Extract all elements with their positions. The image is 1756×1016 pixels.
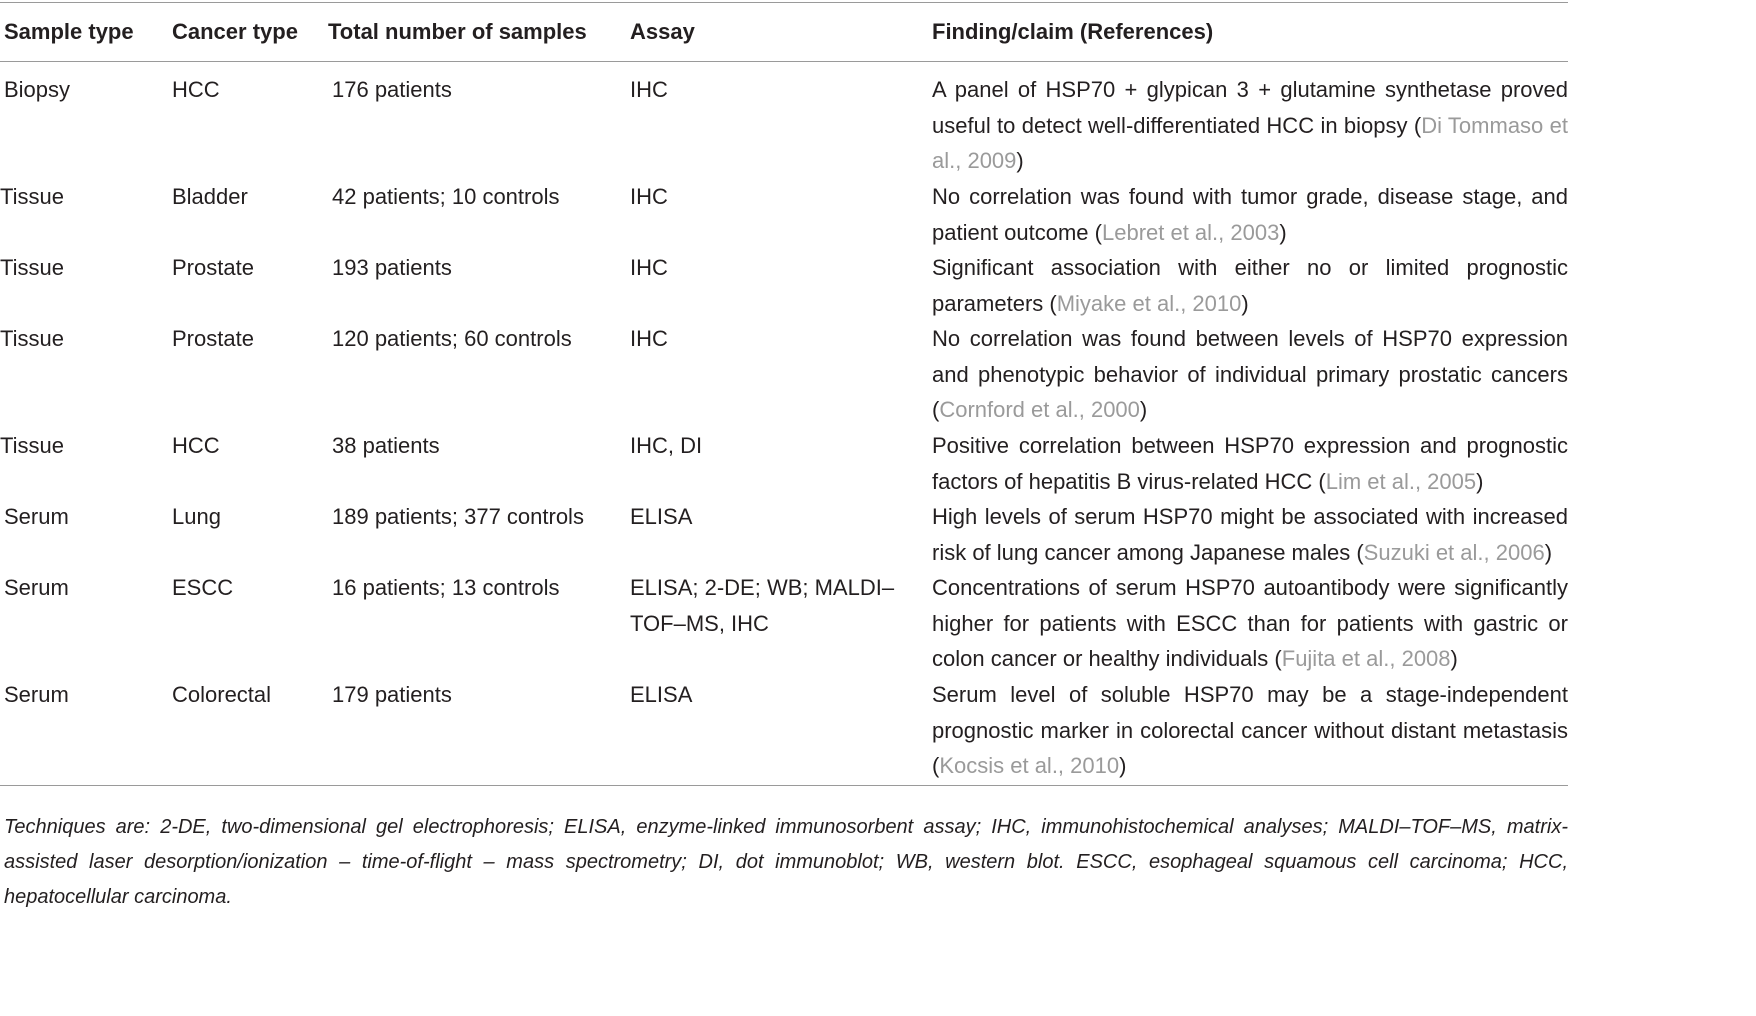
- cell-cancer-type: Colorectal: [172, 682, 272, 707]
- cell-assay: ELISA; 2-DE; WB; MALDI–TOF–MS, IHC: [630, 575, 895, 636]
- cell-assay: ELISA: [630, 682, 693, 707]
- reference-link[interactable]: Lebret et al., 2003: [1101, 219, 1280, 245]
- finding-close: ): [1476, 468, 1484, 494]
- header-cancer-type: Cancer type: [172, 19, 298, 44]
- cell-assay: ELISA: [630, 504, 693, 529]
- finding-close: ): [1241, 290, 1249, 316]
- cell-assay: IHC: [630, 255, 668, 280]
- cell-assay: IHC: [630, 326, 668, 351]
- table-bottom-rule: [0, 785, 1568, 786]
- finding-text: Concentrations of serum HSP70 autoantibody were significantly higher for patients with ESCC than for patients with gastric or colon cancer or healthy individuals (: [932, 575, 1568, 671]
- cell-sample-type: Serum: [4, 575, 69, 600]
- finding-text: A panel of HSP70 + glypican 3 + glutamine synthetase proved useful to detect well-differentiated HCC in biopsy (: [932, 77, 1568, 138]
- table-row: [0, 240, 1568, 316]
- cell-cancer-type: Prostate: [172, 326, 254, 351]
- cell-cancer-type: Bladder: [172, 184, 248, 209]
- header-assay: Assay: [630, 19, 695, 44]
- reference-link[interactable]: Fujita et al., 2008: [1281, 646, 1451, 671]
- table-footnote: Techniques are: 2-DE, two-dimensional gel electrophoresis; ELISA, enzyme-linked immunosorbent assay; IHC, immunohistochemical analyses; MALDI–TOF–MS, matrix-assisted laser desorption/ionization – time-of-flight – mass spectrometry; DI, dot immunoblot; WB, western blot. ESCC, esophageal squamous cell carcinoma; HCC, hepatocellular carcinoma.: [4, 816, 1568, 908]
- header-total-samples: Total number of samples: [328, 19, 587, 44]
- cell-assay: IHC: [630, 77, 668, 102]
- cell-samples: 176 patients: [332, 77, 452, 102]
- finding-close: ): [1119, 753, 1127, 778]
- cell-samples: 16 patients; 13 controls: [332, 575, 560, 600]
- table-row: [0, 418, 1568, 494]
- cell-finding: [932, 570, 1568, 677]
- cell-samples: 189 patients; 377 controls: [332, 504, 584, 529]
- finding-close: ): [1279, 219, 1287, 245]
- header-sample-type: Sample type: [4, 19, 134, 44]
- cell-samples: 38 patients: [332, 433, 440, 458]
- cell-samples: 193 patients: [332, 255, 452, 280]
- reference-link[interactable]: Kocsis et al., 2010: [939, 753, 1120, 778]
- finding-close: ): [1544, 539, 1553, 565]
- table-row: [0, 667, 1568, 785]
- table-header-row: [0, 3, 1568, 61]
- cell-sample-type: Tissue: [0, 255, 64, 280]
- cell-assay: IHC, DI: [630, 433, 703, 458]
- cell-cancer-type: Prostate: [172, 255, 254, 280]
- cell-cancer-type: HCC: [172, 77, 220, 102]
- finding-text: Serum level of soluble HSP70 may be a stage-independent prognostic marker in colorectal cancer without distant metastasis (: [932, 682, 1568, 778]
- finding-text: Significant association with either no or limited prognostic parameters (: [932, 255, 1568, 316]
- cell-sample-type: Serum: [4, 504, 69, 529]
- finding-close: ): [1139, 397, 1148, 422]
- reference-link[interactable]: Di Tommaso et al., 2009: [932, 112, 1568, 173]
- table-row: [0, 311, 1568, 422]
- cell-sample-type: Tissue: [0, 326, 64, 351]
- reference-link[interactable]: Lim et al., 2005: [1325, 468, 1477, 494]
- cell-sample-type: Tissue: [0, 184, 64, 209]
- cell-sample-type: Tissue: [0, 433, 64, 458]
- cell-cancer-type: HCC: [172, 433, 220, 458]
- table-row: [0, 169, 1568, 245]
- cell-finding: [932, 72, 1568, 179]
- finding-text: No correlation was found between levels of HSP70 expression and phenotypic behavior of individual primary prostatic cancers (: [932, 326, 1568, 422]
- cell-samples: 179 patients: [332, 682, 452, 707]
- reference-link[interactable]: Suzuki et al., 2006: [1363, 539, 1545, 565]
- cell-cancer-type: ESCC: [172, 575, 234, 600]
- finding-text: No correlation was found with tumor grade, disease stage, and patient outcome (: [932, 184, 1568, 245]
- reference-link[interactable]: Cornford et al., 2000: [939, 397, 1140, 422]
- finding-close: ): [1450, 646, 1458, 671]
- reference-link[interactable]: Miyake et al., 2010: [1056, 290, 1242, 316]
- table-row: [0, 62, 1568, 173]
- cell-sample-type: Serum: [4, 682, 69, 707]
- cell-samples: 120 patients; 60 controls: [332, 326, 572, 351]
- cell-assay: IHC: [630, 184, 668, 209]
- header-finding: Finding/claim (References): [932, 19, 1214, 44]
- finding-text: Positive correlation between HSP70 expression and prognostic factors of hepatitis B virus-related HCC (: [932, 433, 1568, 494]
- table-row: [0, 489, 1568, 565]
- cell-sample-type: Biopsy: [4, 77, 71, 102]
- cell-finding: [932, 677, 1568, 784]
- finding-close: ): [1016, 148, 1024, 173]
- finding-text: High levels of serum HSP70 might be associated with increased risk of lung cancer among Japanese males (: [932, 504, 1568, 565]
- cell-cancer-type: Lung: [172, 504, 221, 529]
- cell-samples: 42 patients; 10 controls: [332, 184, 560, 209]
- table-row: [0, 560, 1568, 671]
- cell-finding: [932, 321, 1568, 428]
